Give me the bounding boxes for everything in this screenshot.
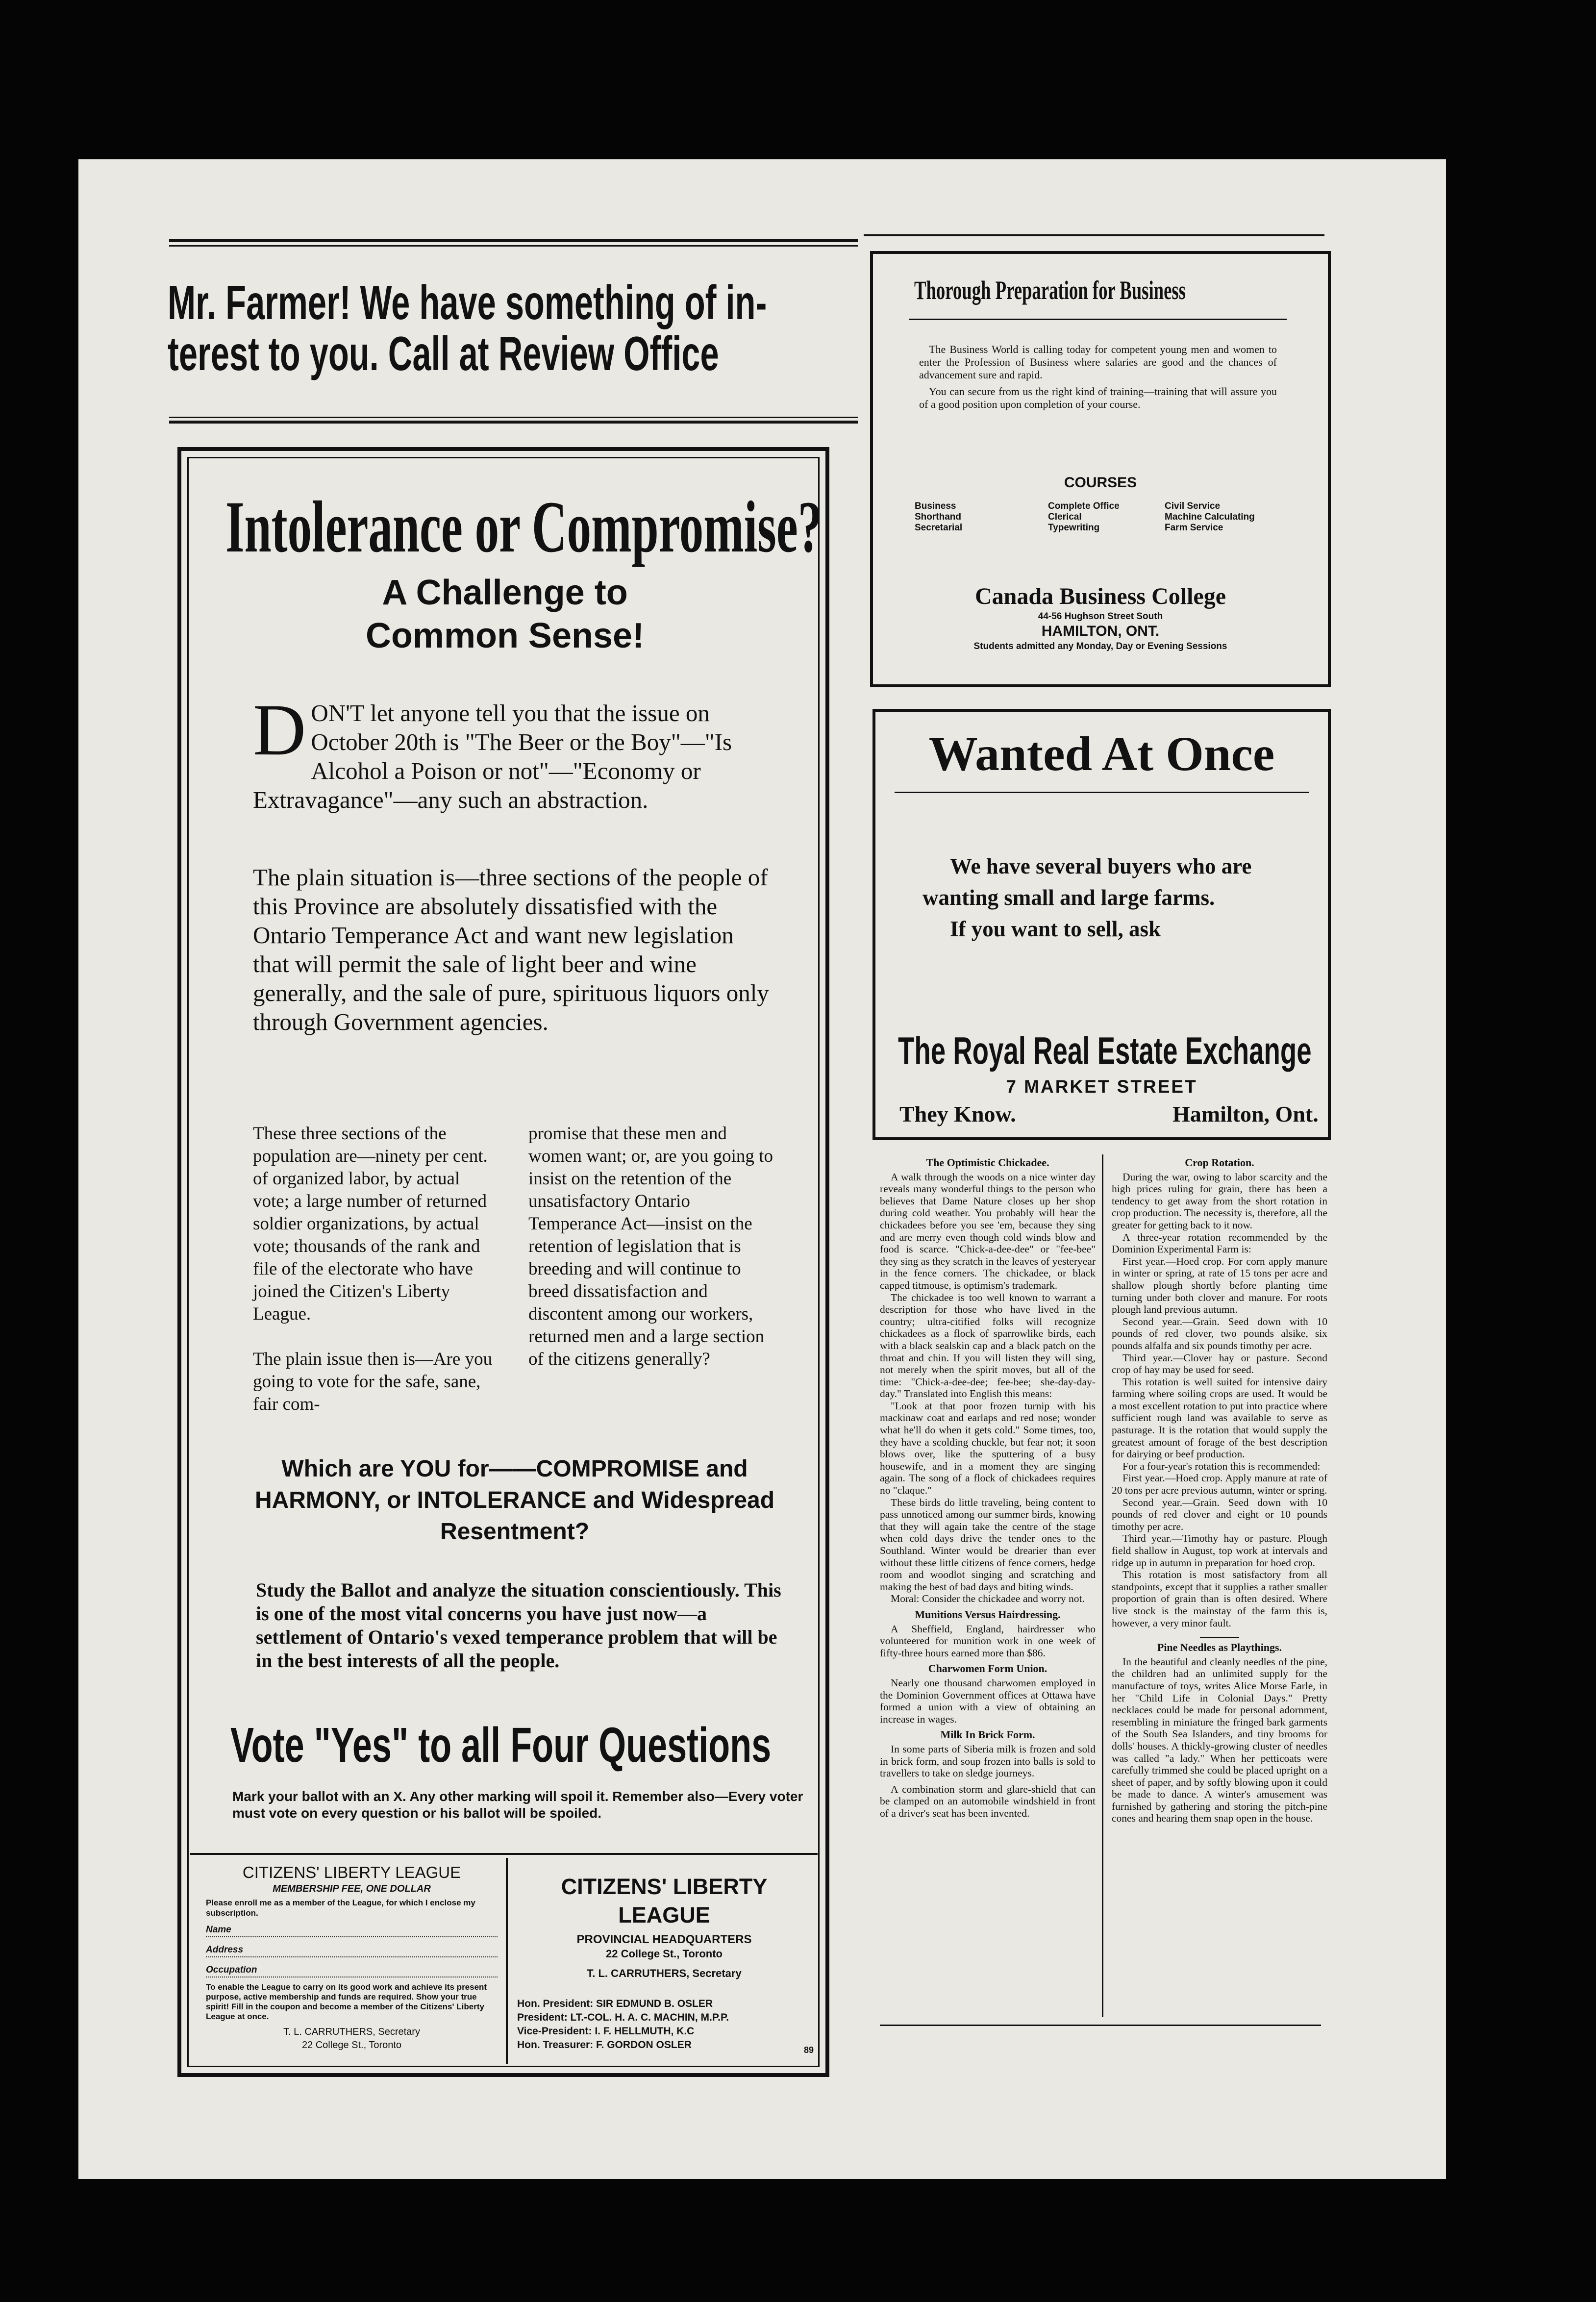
farmer-ad [168,277,864,379]
crop-title: Crop Rotation. [1185,1156,1254,1169]
coupon-divider [506,1858,508,2064]
right-column-text: promise that these men and women want; or, are you going to insist on the retention of the unsatisfactory Ontario Temperance Act—insist on the retention of legislation that is breeding and will continue to breed dissatisfaction and discontent among our workers, returned men and a large section of the citizens generally? [528,1124,773,1369]
college-address [885,582,1316,653]
left-column-para-2: The plain issue then is—Are you going to vote for the safe, sane, fair com- [253,1349,493,1414]
hq-secretary: T. L. CARRUTHERS, Secretary [587,1967,742,1979]
windshield-text: A combination storm and glare-shield that can be clamped on an automobile windshield in front of a driver's seat has been invented. [880,1783,1096,1819]
hq-sub: PROVINCIAL HEADQUARTERS [576,1933,752,1946]
top-rule [169,239,858,242]
hq-treasurer: Hon. Treasurer: F. GORDON OSLER [517,2039,692,2051]
course-secretarial: Secretarial [915,523,963,533]
subhead-line-2: Common Sense! [365,616,645,655]
college-name: Canada Business College [974,583,1226,609]
occupation-field[interactable] [206,1963,498,1977]
crop-para-7: For a four-year's rotation this is recommended: [1122,1460,1321,1472]
headline-text: Intolerance or Compromise? [225,486,823,568]
crop-para-9: Second year.—Grain. Seed down with 10 pounds of red clover and eight or 10 pounds timothy per acre. [1112,1496,1327,1532]
milk-title: Milk In Brick Form. [940,1728,1035,1741]
crop-para-1: During the war, owing to labor scarcity and the high prices ruling for grain, there has been a tendency to get away from the short rotation in crop production. The necessity is, therefore, all the greater for getting back to it now. [1112,1171,1327,1231]
news-right-column [1112,1153,1327,1825]
real-estate-slogan: They Know. [899,1101,1016,1126]
courses-column-2 [1048,501,1120,533]
coupon-fine-print: To enable the League to carry on its good work and achieve its present purpose, active membership and funds are required. Show your true spirit! Fill in the coupon and become a member of the Citizens' Liberty League at once. [206,1982,487,2021]
charwomen-title: Charwomen Form Union. [928,1662,1047,1675]
name-label: Name [206,1925,231,1935]
crop-para-3: First year.—Hoed crop. For corn apply manure in winter or spring, at rate of 15 tons per acre and shallow plough shortly before planting time turning under both clover and manure. For roots plough land previous autumn. [1112,1255,1327,1316]
course-clerical: Clerical [1048,512,1082,522]
real-estate-body-2: wanting small and large farms. [923,885,1215,910]
hq-address: 22 College St., Toronto [606,1948,723,1960]
news-column-rule [1102,1154,1103,2017]
college-admission: Students admitted any Monday, Day or Evening Sessions [973,641,1227,651]
ad-intro [253,689,768,814]
course-shorthand: Shorthand [915,512,961,522]
crop-para-6: This rotation is well suited for intensive dairy farming where soiling crops are used. It would be a most excellent rotation to put into practice where sufficient rough land was available to serve as pasturage. It is the rotation that would supply the greatest amount of forage of the best description for dairying or beef production. [1112,1376,1327,1460]
college-city: HAMILTON, ONT. [1041,623,1160,639]
pine-title: Pine Needles as Playthings. [1157,1641,1282,1654]
coupon-secretary-address: 22 College St., Toronto [301,2040,402,2051]
top-rule-thin [169,245,858,247]
name-field[interactable] [206,1923,498,1937]
course-business: Business [915,501,956,511]
study-text: Study the Ballot and analyze the situation conscientiously. This is one of the most vital concerns you have just now—a settlement of Ontario's vexed temperance problem that will be in the best interests of all the people. [256,1579,781,1672]
real-estate-body [923,851,1324,945]
hq-title: CITIZENS' LIBERTY LEAGUE [561,1874,768,1927]
course-typewriting: Typewriting [1048,523,1100,533]
chickadee-title: The Optimistic Chickadee. [926,1156,1049,1169]
real-estate-city: Hamilton, Ont. [1172,1101,1319,1126]
ad-code: 89 [804,2045,814,2055]
vote-line [230,1718,814,1772]
farmer-ad-line-2: terest to you. Call at Review Office [168,326,719,380]
courses-column-1 [915,501,962,533]
business-college-title: Thorough Preparation for Business [914,275,1186,305]
coupon-title: CITIZENS' LIBERTY LEAGUE [242,1863,461,1881]
vote-text: Vote "Yes" to all Four Questions [230,1718,772,1773]
farmer-ad-line-1: Mr. Farmer! We have something of in- [168,275,767,329]
bottom-rule [880,2025,1321,2026]
hq-hon-president: Hon. President: SIR EDMUND B. OSLER [517,1998,713,2009]
business-para-2: You can secure from us the right kind of training—training that will assure you of a good position upon completion of your course. [919,385,1277,410]
farmer-rule-thin [169,417,858,418]
munitions-title: Munitions Versus Hairdressing. [915,1608,1061,1621]
course-machine-calculating: Machine Calculating [1165,512,1255,522]
real-estate-title: Wanted At Once [928,726,1275,781]
course-farm-service: Farm Service [1165,523,1223,533]
situation-text: The plain situation is—three sections of the people of this Province are absolutely dissatisfied with the Ontario Temperance Act and want new legislation that will permit the sale of light beer and wine generally, and the sale of pure, spirituous liquors only through Government agencies. [253,864,769,1035]
hq-vice-president: Vice-President: I. F. HELLMUTH, K.C [517,2026,695,2037]
address-field[interactable] [206,1943,498,1957]
coupon-secretary: T. L. CARRUTHERS, Secretary [283,2027,420,2037]
business-college-body [919,343,1277,411]
business-college-title-wrap [885,275,1316,306]
crop-para-8: First year.—Hoed crop. Apply manure at rate of 20 tons per acre previous autumn, winter or spring. [1112,1472,1327,1497]
real-estate-body-3: If you want to sell, ask [950,917,1161,941]
chickadee-para-3: "Look at that poor frozen turnip with his mackinaw coat and earlaps and red nose; wonder what he'll do when it gets cold." Some times, too, they have a scolding chuckle, but fear not; it soon blows over, like the sputtering of a busy housewife, and in a moment they are singing again. The song of a flock of chickadees requires no "claque." [880,1400,1096,1497]
subhead-line-1: A Challenge to [382,573,628,612]
crop-para-10: Third year.—Timothy hay or pasture. Plough field shallow in August, top work at intervals and ridge up in autumn in preparation for hoed crop. [1112,1532,1327,1569]
question-text: Which are YOU for——COMPROMISE and HARMONY, or INTOLERANCE and Widespread Resentment? [254,1456,775,1545]
news-left-column [880,1153,1096,1819]
chickadee-para-5: Moral: Consider the chickadee and worry not. [891,1593,1085,1605]
courses-label: COURSES [1064,475,1137,491]
charwomen-text: Nearly one thousand charwomen employed in the Dominion Government offices at Ottawa have formed a union with a view of obtaining an increase in wages. [880,1676,1096,1725]
chickadee-para-2: The chickadee is too well known to warrant a description for those who have lived in the country; ultra-citified folks will recognize chickadees as a flock of sparrowlike birds, each with a black sealskin cap and a black patch on the throat and chin. If you will listen they will sing, not merely when the spirit moves, but all of the time: "Chick-a-dee-dee; fee-bee; she-day-day-day." Translated into English this means: [880,1291,1096,1400]
course-complete-office: Complete Office [1048,501,1120,511]
occupation-label: Occupation [206,1965,257,1975]
membership-coupon [206,1863,498,2052]
courses-column-3 [1165,501,1255,533]
pine-text: In the beautiful and cleanly needles of the pine, the children had an unlimited supply for the manufacture of toys, writes Alice Morse Earle, in her "Child Life in Colonial Days." Pretty necklaces could be made for personal adornment, resembling in miniature the fringed bark garments of the South Sea Islanders, and tiny brooms for dolls' houses. A thickly-growing cluster of needles was called "a lady." When her petticoats were carefully trimmed she could be placed upright on a sheet of paper, and by softly blowing upon it could be made to dance. A winter's amusement was furnished by gathering and storing the pitch-pine cones and hearing them snap open in the house. [1112,1655,1327,1825]
crop-para-2: A three-year rotation recommended by the Dominion Experimental Farm is: [1112,1231,1327,1255]
business-title-rule [909,319,1287,320]
ad-subhead [191,571,819,657]
farmer-rule [169,421,858,424]
coupon-enrol: Please enroll me as a member of the League, for which I enclose my subscription. [206,1898,475,1918]
coupon-fee: MEMBERSHIP FEE, ONE DOLLAR [273,1883,431,1894]
league-headquarters [517,1873,811,2052]
chickadee-para-1: A walk through the woods on a nice winter day reveals many wonderful things to the person who believes that Dame Nature closes up her shop during cold weather. You probably will hear the chickadees before you see 'em, because they sing and are merry even though cold winds blow and food is scarce. "Chick-a-dee-dee" or "fee-bee" they sing as they scratch in the leaves of yesteryear in the fence corners. The chickadee, or black capped titmouse, is optimism's trademark. [880,1171,1096,1291]
crop-para-11: This rotation is most satisfactory from all standpoints, except that it supplies a rather smaller proportion of grain than is often desired. Where live stock is the mainstay of the farm this is, however, a very minor fault. [1112,1569,1327,1629]
crop-para-5: Third year.—Clover hay or pasture. Second crop of hay may be used for seed. [1112,1351,1327,1376]
right-top-rule [864,234,1324,236]
ad-headline [191,486,823,568]
address-label: Address [206,1945,244,1955]
chickadee-para-4: These birds do little traveling, being content to pass unnoticed among our summer birds, knowing that they will again take the centre of the stage when cold days drive the tender ones to the Southland. Winter would be drearier than ever without these little citizens of fence corners, hedge room and woodlot singing and scratching and making the best of bad days and biting winds. [880,1496,1096,1593]
real-estate-company-wrap [898,1029,1324,1072]
mark-instructions: Mark your ballot with an X. Any other marking will spoil it. Remember also—Every voter must vote on every question or his ballot will be spoiled. [232,1789,803,1821]
drop-cap: D [253,689,306,771]
business-para-1: The Business World is calling today for competent young men and women to enter the Profession of Business where salaries are good and the chances of advancement sure and rapid. [919,343,1277,381]
course-civil-service: Civil Service [1165,501,1221,511]
real-estate-body-1: We have several buyers who are [950,854,1252,878]
ad-left-column [253,1123,497,1416]
college-street: 44-56 Hughson Street South [1038,611,1163,622]
real-estate-title-rule [895,792,1309,793]
crop-end-rule [1200,1637,1239,1638]
coupon-rule [190,1853,818,1855]
milk-text: In some parts of Siberia milk is frozen and sold in brick form, and soup frozen into balls is sold to travellers to take on sledge journeys. [880,1743,1096,1779]
munitions-text: A Sheffield, England, hairdresser who volunteered for munition work in one week of fifty-three hours earned more than $86. [880,1623,1096,1659]
real-estate-street: 7 MARKET STREET [1006,1076,1197,1097]
crop-para-4: Second year.—Grain. Seed down with 10 pounds of red clover, two pounds alsike, six pounds alfalfa and six pounds timothy per acre. [1112,1315,1327,1351]
intro-text: ON'T let anyone tell you that the issue on October 20th is "The Beer or the Boy"—"Is Alcohol a Poison or not"—"Economy or Extravagance"—any such an abstraction. [253,700,732,813]
real-estate-company: The Royal Real Estate Exchange [898,1029,1312,1072]
left-column-para-1: These three sections of the population are—ninety per cent. of organized labor, by actual vote; a large number of returned soldier organizations, by actual vote; thousands of the rank and file of the electorate who have joined the Citizen's Liberty League. [253,1124,488,1324]
hq-president: President: LT.-COL. H. A. C. MACHIN, M.P.P. [517,2012,729,2023]
